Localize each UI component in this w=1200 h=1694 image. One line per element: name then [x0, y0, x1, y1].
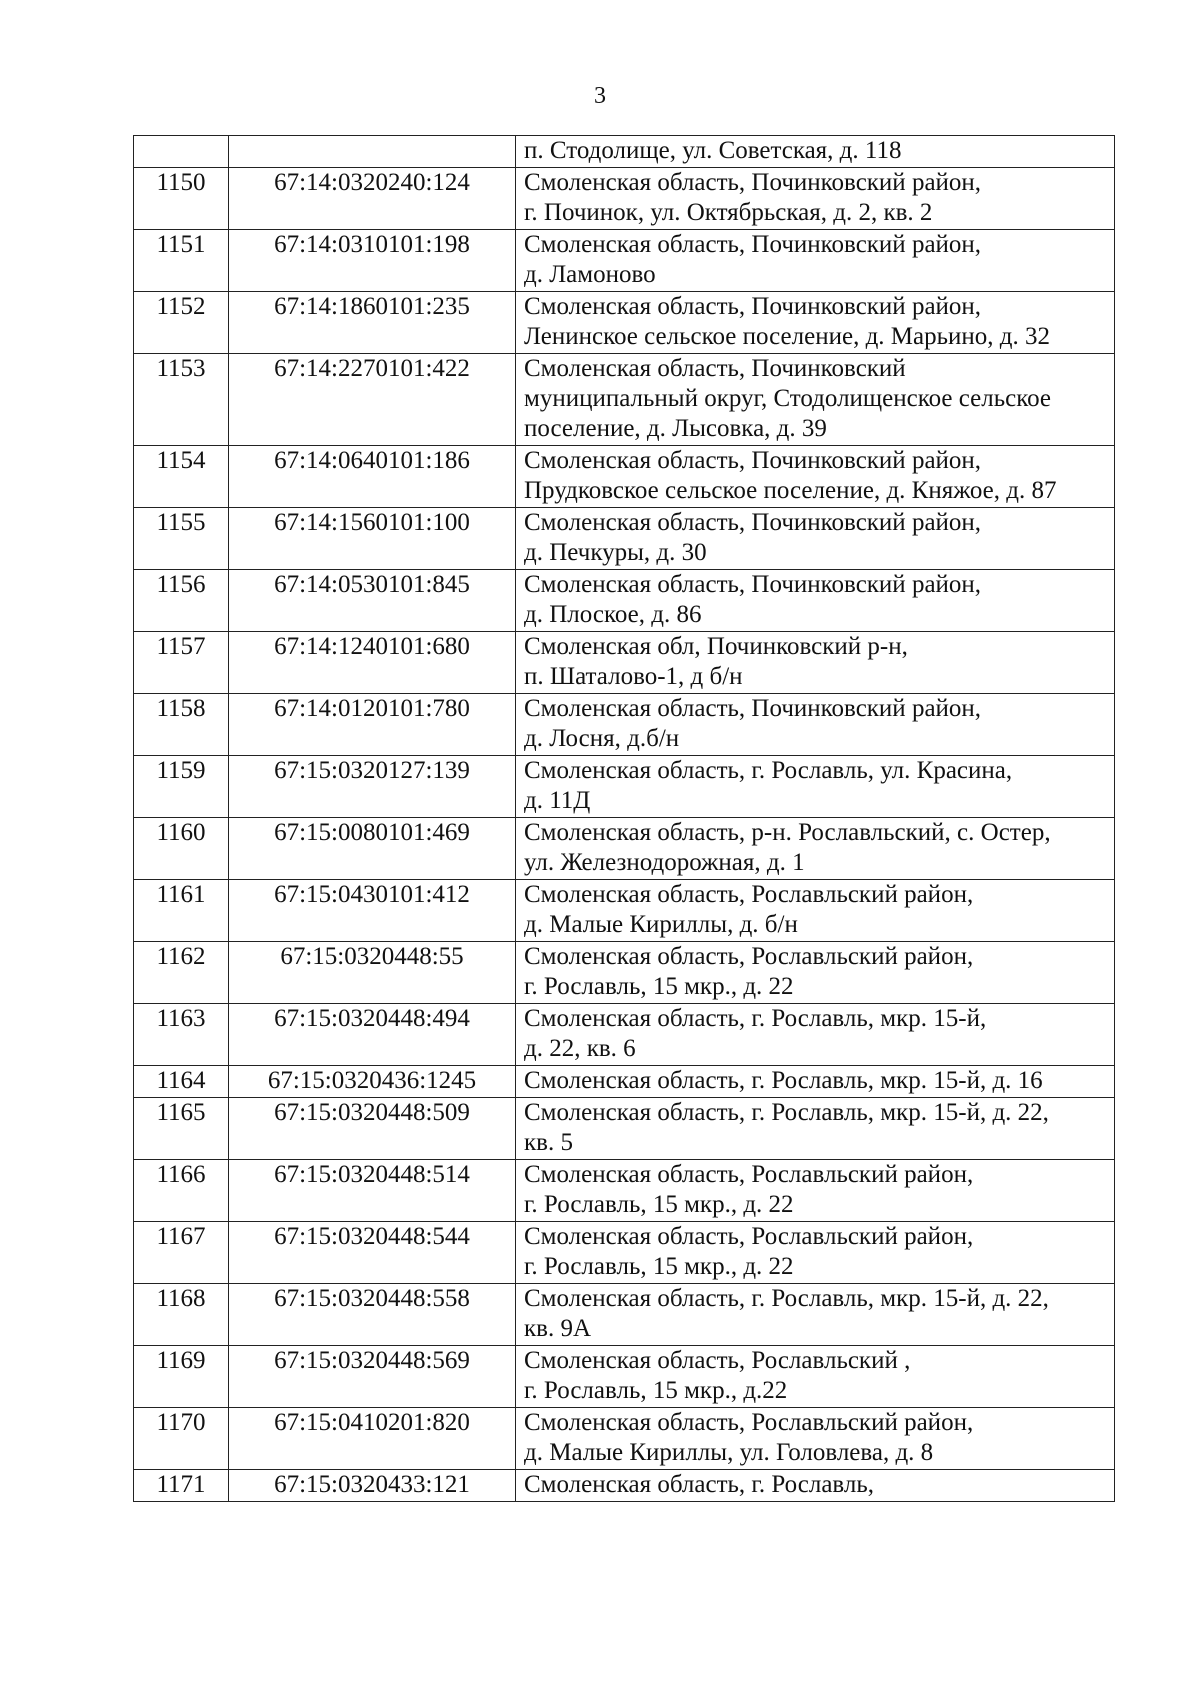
address-cell	[516, 1346, 1115, 1408]
table-row	[134, 1004, 1115, 1066]
table-row	[134, 632, 1115, 694]
row-number-cell: 1159	[134, 756, 229, 818]
row-number-cell: 1167	[134, 1222, 229, 1284]
address-cell	[516, 1066, 1115, 1098]
address-line: Смоленская обл, Починковский р-н,	[524, 633, 908, 660]
address-line: д. Лосня, д.б/н	[524, 725, 680, 752]
address-line: Смоленская область, Починковский район,	[524, 447, 982, 474]
address-line: поселение, д. Лысовка, д. 39	[524, 415, 827, 442]
row-number-cell: 1157	[134, 632, 229, 694]
address-line: Смоленская область, г. Рославль,	[524, 1471, 875, 1498]
table-row	[134, 694, 1115, 756]
address-line: Смоленская область, г. Рославль, мкр. 15-й, д. 22,	[524, 1099, 1049, 1126]
cadastral-number-cell: 67:14:1240101:680	[229, 632, 516, 694]
cadastral-number-cell: 67:15:0320127:139	[229, 756, 516, 818]
address-cell	[516, 168, 1115, 230]
address-line: д. Малые Кириллы, д. б/н	[524, 911, 798, 938]
cadastral-number-cell: 67:14:0120101:780	[229, 694, 516, 756]
table-row	[134, 354, 1115, 446]
table-row	[134, 818, 1115, 880]
address-cell	[516, 1284, 1115, 1346]
address-line: д. Малые Кириллы, ул. Головлева, д. 8	[524, 1439, 934, 1466]
table-row	[134, 942, 1115, 1004]
address-line: Смоленская область, Рославльский район,	[524, 943, 974, 970]
address-line: Прудковское сельское поселение, д. Княжое, д. 87	[524, 477, 1057, 504]
address-cell	[516, 1470, 1115, 1502]
address-line: г. Рославль, 15 мкр., д. 22	[524, 973, 794, 1000]
cadastral-number-cell: 67:15:0320448:55	[229, 942, 516, 1004]
row-number-cell: 1162	[134, 942, 229, 1004]
cadastral-number-cell: 67:15:0320448:509	[229, 1098, 516, 1160]
address-cell	[516, 508, 1115, 570]
row-number-cell: 1161	[134, 880, 229, 942]
row-number-cell: 1152	[134, 292, 229, 354]
address-cell	[516, 292, 1115, 354]
address-line: Смоленская область, Рославльский район,	[524, 1161, 974, 1188]
row-number-cell: 1156	[134, 570, 229, 632]
table-row	[134, 1222, 1115, 1284]
table-row	[134, 230, 1115, 292]
cadastral-number-cell: 67:15:0320433:121	[229, 1470, 516, 1502]
address-cell	[516, 1222, 1115, 1284]
row-number-cell: 1160	[134, 818, 229, 880]
address-cell	[516, 136, 1115, 168]
address-line: Смоленская область, Рославльский район,	[524, 1223, 974, 1250]
table-row	[134, 168, 1115, 230]
address-cell	[516, 880, 1115, 942]
table-row	[134, 508, 1115, 570]
row-number-cell: 1165	[134, 1098, 229, 1160]
cadastral-number-cell: 67:14:1860101:235	[229, 292, 516, 354]
address-line: кв. 5	[524, 1129, 573, 1156]
address-cell	[516, 446, 1115, 508]
address-line: кв. 9А	[524, 1315, 592, 1342]
address-cell	[516, 1160, 1115, 1222]
table-row	[134, 1284, 1115, 1346]
cadastral-number-cell: 67:15:0320448:514	[229, 1160, 516, 1222]
row-number-cell: 1163	[134, 1004, 229, 1066]
cadastral-number-cell: 67:15:0080101:469	[229, 818, 516, 880]
row-number-cell	[134, 136, 229, 168]
row-number-cell: 1169	[134, 1346, 229, 1408]
cadastral-number-cell: 67:15:0320436:1245	[229, 1066, 516, 1098]
cadastral-number-cell: 67:14:0320240:124	[229, 168, 516, 230]
address-line: ул. Железнодорожная, д. 1	[524, 849, 805, 876]
address-cell	[516, 1098, 1115, 1160]
table-row	[134, 1098, 1115, 1160]
row-number-cell: 1154	[134, 446, 229, 508]
address-line: д. Печкуры, д. 30	[524, 539, 707, 566]
table-row	[134, 756, 1115, 818]
address-line: Смоленская область, р-н. Рославльский, с. Остер,	[524, 819, 1051, 846]
cadastral-number-cell: 67:15:0320448:494	[229, 1004, 516, 1066]
cadastral-number-cell: 67:14:2270101:422	[229, 354, 516, 446]
address-line: Смоленская область, Рославльский район,	[524, 881, 974, 908]
page-number: 3	[594, 83, 606, 109]
address-line: Смоленская область, Починковский район,	[524, 509, 982, 536]
address-line: Смоленская область, Рославльский ,	[524, 1347, 911, 1374]
address-line: д. Ламоново	[524, 261, 656, 288]
table-row	[134, 1066, 1115, 1098]
cadastral-number-cell: 67:15:0320448:544	[229, 1222, 516, 1284]
row-number-cell: 1171	[134, 1470, 229, 1502]
cadastral-register-table	[133, 135, 1115, 1502]
cadastral-number-cell: 67:14:0530101:845	[229, 570, 516, 632]
register-body	[134, 136, 1115, 1502]
address-line: п. Стодолище, ул. Советская, д. 118	[524, 137, 902, 164]
address-cell	[516, 694, 1115, 756]
address-line: Ленинское сельское поселение, д. Марьино, д. 32	[524, 323, 1050, 350]
address-line: Смоленская область, Рославльский район,	[524, 1409, 974, 1436]
cadastral-number-cell: 67:14:0640101:186	[229, 446, 516, 508]
address-line: д. 22, кв. 6	[524, 1035, 636, 1062]
address-line: Смоленская область, г. Рославль, ул. Красина,	[524, 757, 1013, 784]
address-cell	[516, 354, 1115, 446]
address-line: Смоленская область, Починковский	[524, 355, 906, 382]
cadastral-number-cell: 67:14:1560101:100	[229, 508, 516, 570]
row-number-cell: 1153	[134, 354, 229, 446]
address-line: г. Починок, ул. Октябрьская, д. 2, кв. 2	[524, 199, 933, 226]
address-line: Смоленская область, Починковский район,	[524, 571, 982, 598]
cadastral-number-cell: 67:15:0320448:569	[229, 1346, 516, 1408]
address-line: Смоленская область, г. Рославль, мкр. 15-й, д. 16	[524, 1067, 1043, 1094]
table-row	[134, 136, 1115, 168]
address-cell	[516, 1004, 1115, 1066]
address-cell	[516, 942, 1115, 1004]
address-line: г. Рославль, 15 мкр., д. 22	[524, 1191, 794, 1218]
row-number-cell: 1168	[134, 1284, 229, 1346]
address-line: Смоленская область, Починковский район,	[524, 293, 982, 320]
table-row	[134, 1346, 1115, 1408]
address-cell	[516, 1408, 1115, 1470]
cadastral-number-cell: 67:15:0410201:820	[229, 1408, 516, 1470]
address-line: г. Рославль, 15 мкр., д. 22	[524, 1253, 794, 1280]
table-row	[134, 1408, 1115, 1470]
cadastral-number-cell: 67:15:0320448:558	[229, 1284, 516, 1346]
address-cell	[516, 756, 1115, 818]
row-number-cell: 1170	[134, 1408, 229, 1470]
address-cell	[516, 570, 1115, 632]
address-line: д. Плоское, д. 86	[524, 601, 702, 628]
table-row	[134, 1160, 1115, 1222]
address-line: Смоленская область, г. Рославль, мкр. 15-й, д. 22,	[524, 1285, 1049, 1312]
row-number-cell: 1158	[134, 694, 229, 756]
row-number-cell: 1151	[134, 230, 229, 292]
address-cell	[516, 230, 1115, 292]
table-row	[134, 292, 1115, 354]
cadastral-number-cell: 67:15:0430101:412	[229, 880, 516, 942]
address-cell	[516, 632, 1115, 694]
address-line: д. 11Д	[524, 787, 591, 814]
address-line: Смоленская область, г. Рославль, мкр. 15-й,	[524, 1005, 987, 1032]
cadastral-number-cell	[229, 136, 516, 168]
address-line: Смоленская область, Починковский район,	[524, 231, 982, 258]
row-number-cell: 1164	[134, 1066, 229, 1098]
address-line: г. Рославль, 15 мкр., д.22	[524, 1377, 788, 1404]
address-line: Смоленская область, Починковский район,	[524, 169, 982, 196]
table-row	[134, 446, 1115, 508]
table-row	[134, 570, 1115, 632]
row-number-cell: 1150	[134, 168, 229, 230]
table-row	[134, 880, 1115, 942]
address-line: муниципальный округ, Стодолищенское сельское	[524, 385, 1052, 412]
table-row	[134, 1470, 1115, 1502]
address-line: п. Шаталово-1, д б/н	[524, 663, 743, 690]
row-number-cell: 1155	[134, 508, 229, 570]
cadastral-number-cell: 67:14:0310101:198	[229, 230, 516, 292]
address-line: Смоленская область, Починковский район,	[524, 695, 982, 722]
row-number-cell: 1166	[134, 1160, 229, 1222]
address-cell	[516, 818, 1115, 880]
